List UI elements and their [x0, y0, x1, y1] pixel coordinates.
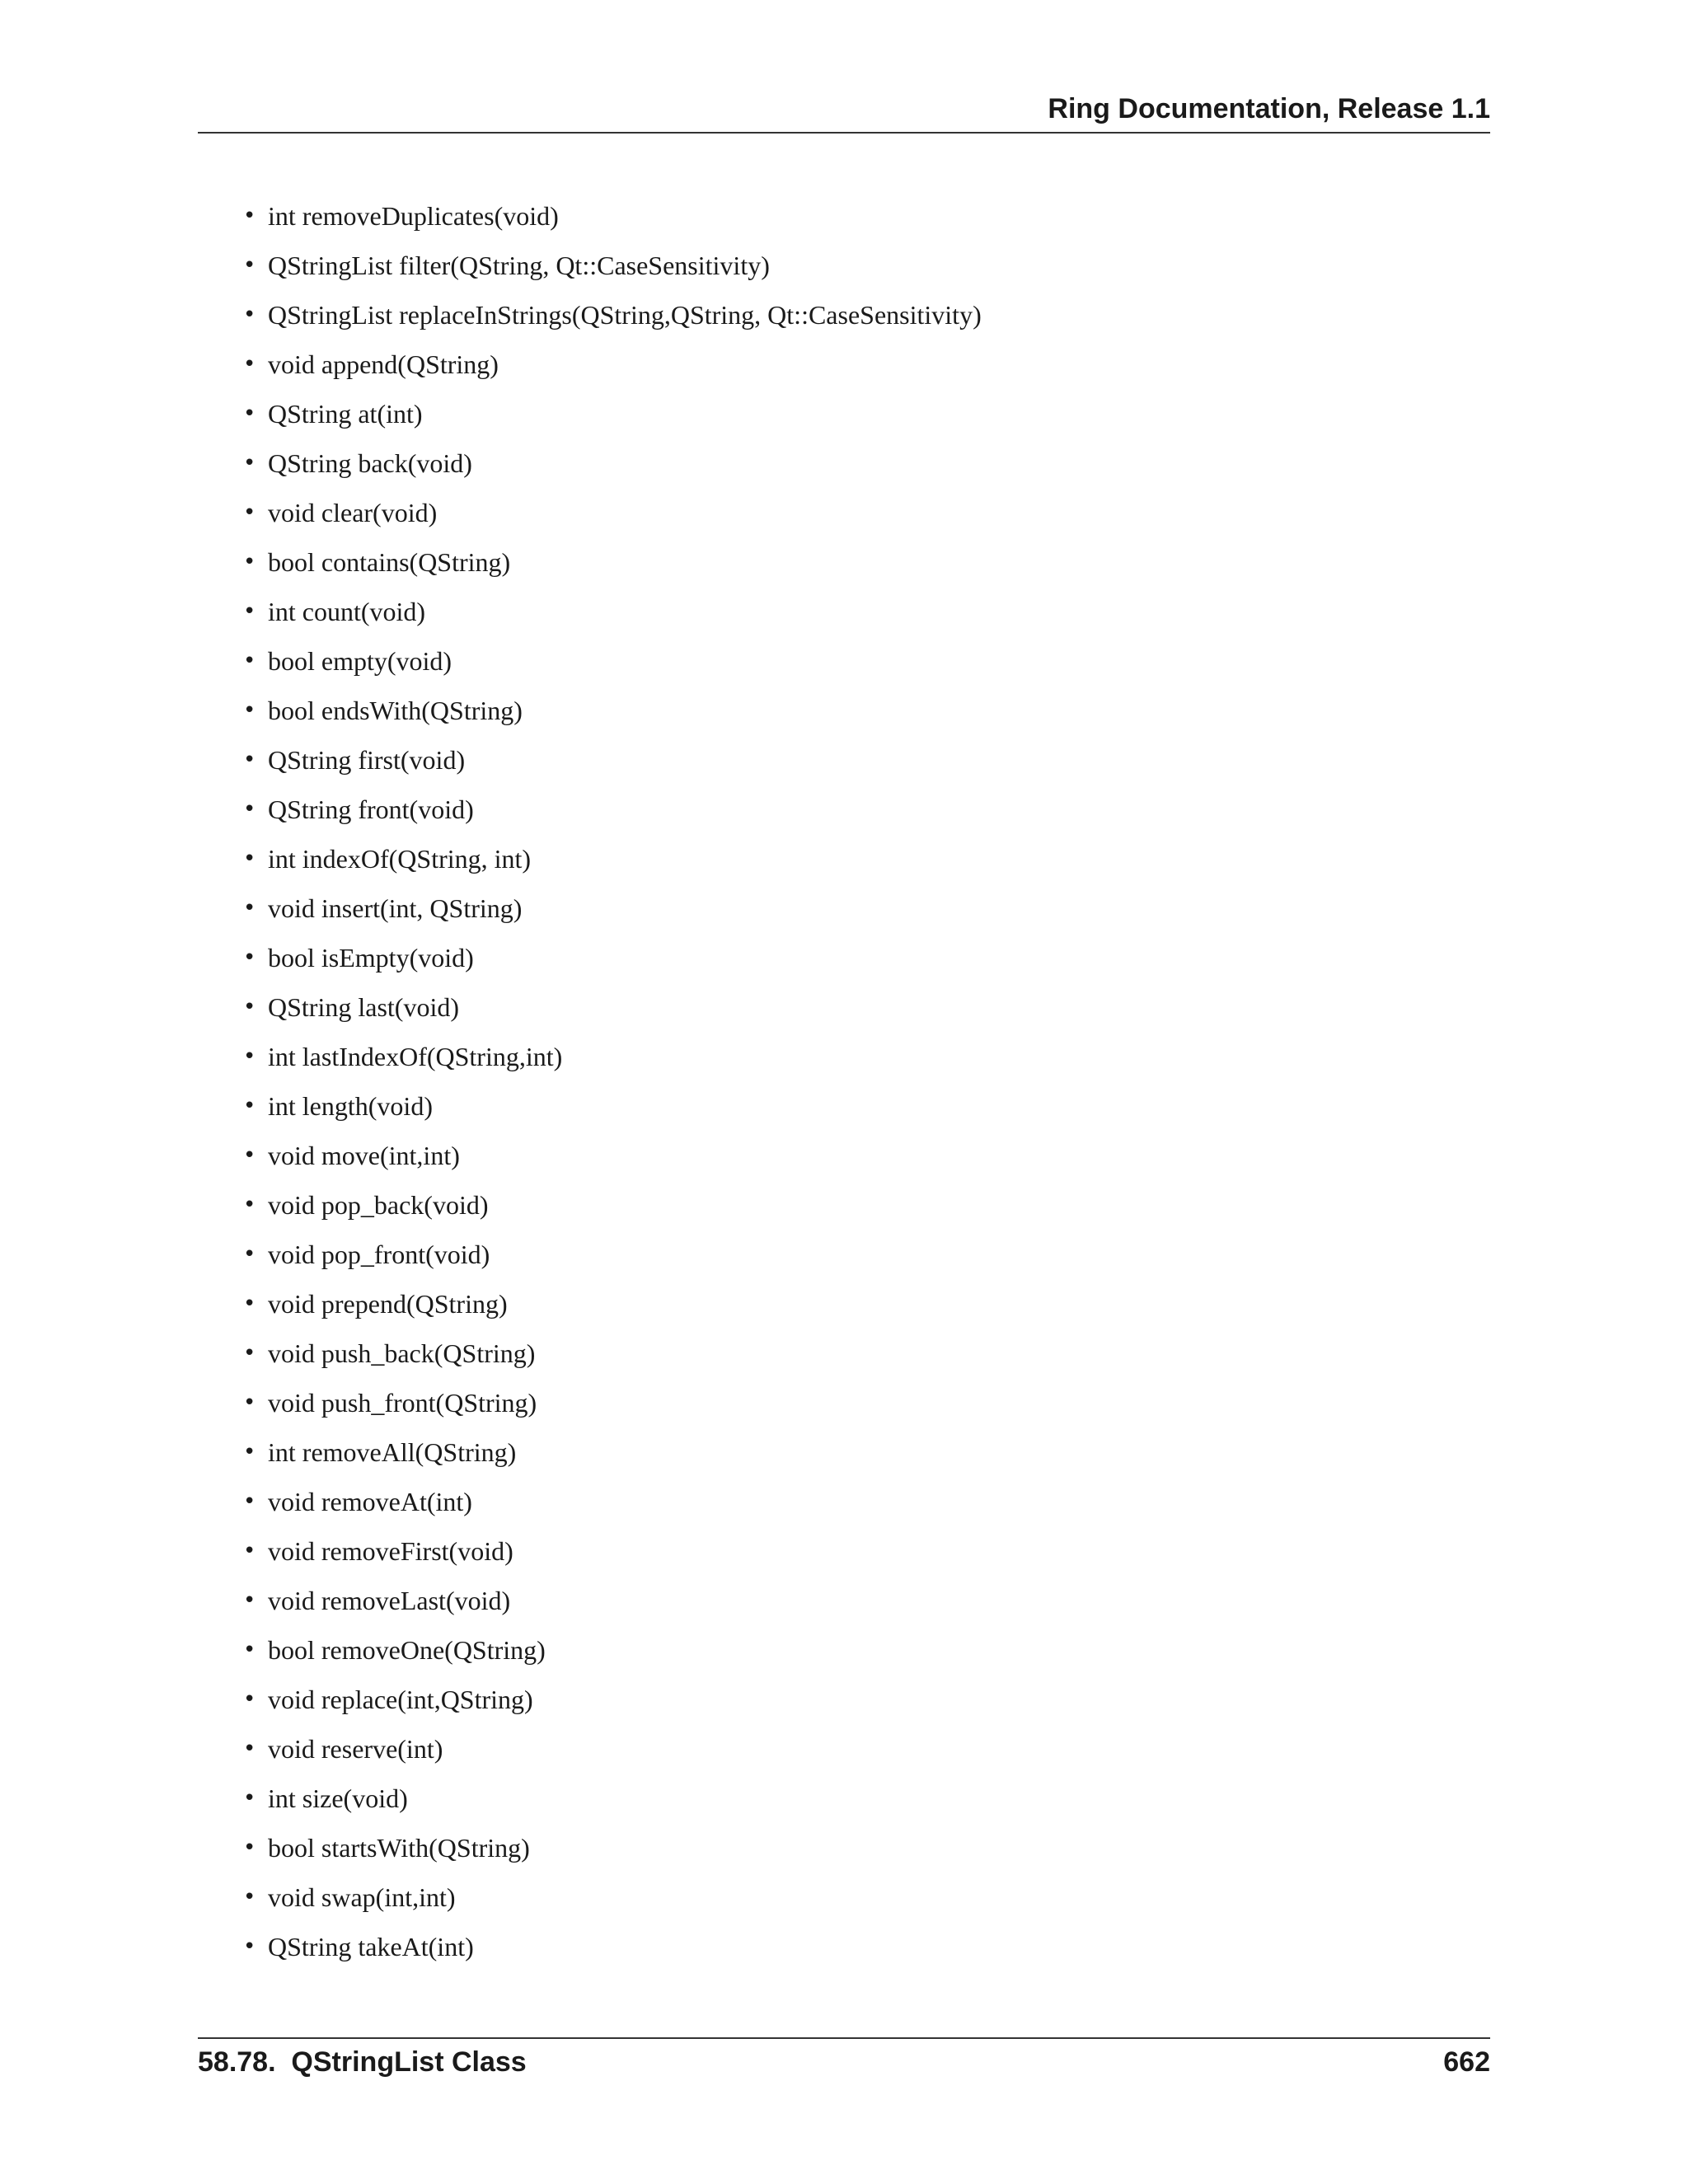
list-item: [243, 397, 982, 447]
method-signature: bool startsWith(QString): [268, 1833, 530, 1863]
bullet-icon: •: [243, 1094, 256, 1118]
list-item: [243, 249, 982, 298]
bullet-icon: •: [243, 1539, 256, 1563]
method-signature: void push_back(QString): [268, 1338, 536, 1368]
bullet-icon: •: [243, 1390, 256, 1415]
bullet-icon: •: [243, 1687, 256, 1712]
bullet-icon: •: [243, 401, 256, 426]
bullet-icon: •: [243, 1489, 256, 1514]
bullet-icon: •: [243, 995, 256, 1019]
document-title: Ring Documentation, Release 1.1: [1048, 93, 1490, 124]
page-footer: [198, 2037, 1490, 2079]
list-item: [243, 348, 982, 397]
list-item: [243, 1930, 982, 1980]
method-signature: void removeAt(int): [268, 1487, 472, 1516]
method-signature: QString back(void): [268, 448, 472, 478]
list-item: [243, 644, 982, 694]
method-signature: void removeFirst(void): [268, 1536, 513, 1566]
method-signature: bool isEmpty(void): [268, 943, 474, 972]
list-item: [243, 892, 982, 941]
bullet-icon: •: [243, 748, 256, 772]
list-item: [243, 447, 982, 496]
list-item: [243, 694, 982, 743]
bullet-icon: •: [243, 1143, 256, 1168]
bullet-icon: •: [243, 1885, 256, 1910]
bullet-icon: •: [243, 1291, 256, 1316]
list-item: [243, 1139, 982, 1188]
method-signature: bool contains(QString): [268, 547, 511, 577]
method-signature: void swap(int,int): [268, 1882, 456, 1912]
list-item: [243, 595, 982, 644]
list-item: [243, 793, 982, 842]
bullet-icon: •: [243, 797, 256, 822]
method-signature: void append(QString): [268, 349, 499, 379]
method-signature: int removeAll(QString): [268, 1437, 517, 1467]
list-item: [243, 991, 982, 1040]
bullet-icon: •: [243, 896, 256, 921]
method-signature: void clear(void): [268, 498, 438, 527]
method-signature: void move(int,int): [268, 1141, 460, 1170]
list-item: [243, 1090, 982, 1139]
method-signature: void push_front(QString): [268, 1388, 537, 1418]
method-signature: int count(void): [268, 597, 426, 626]
bullet-icon: •: [243, 500, 256, 525]
bullet-icon: •: [243, 599, 256, 624]
method-signature: void prepend(QString): [268, 1289, 508, 1319]
list-item: [243, 1732, 982, 1782]
list-item: [243, 199, 982, 249]
method-signature: bool endsWith(QString): [268, 696, 523, 725]
list-item: [243, 1040, 982, 1090]
list-item: [243, 1683, 982, 1732]
bullet-icon: •: [243, 1044, 256, 1069]
method-signature: void insert(int, QString): [268, 893, 523, 923]
method-signature: int size(void): [268, 1783, 408, 1813]
method-signature: bool empty(void): [268, 646, 452, 676]
method-signature: QString at(int): [268, 399, 423, 429]
method-signature: QStringList replaceInStrings(QString,QString, Qt::CaseSensitivity): [268, 300, 982, 330]
method-signature: QString takeAt(int): [268, 1932, 474, 1961]
method-signature: bool removeOne(QString): [268, 1635, 546, 1665]
method-signature: void removeLast(void): [268, 1586, 511, 1615]
method-signature: QString first(void): [268, 745, 466, 775]
method-signature: QString front(void): [268, 794, 474, 824]
list-item: [243, 743, 982, 793]
bullet-icon: •: [243, 1638, 256, 1662]
bullet-icon: •: [243, 451, 256, 476]
section-title: 58.78. QStringList Class: [198, 2046, 527, 2078]
bullet-icon: •: [243, 1193, 256, 1217]
list-item: [243, 496, 982, 546]
bullet-icon: •: [243, 649, 256, 673]
method-signature: QStringList filter(QString, Qt::CaseSensitivity): [268, 251, 770, 280]
method-signature: int indexOf(QString, int): [268, 844, 532, 874]
method-signature: void replace(int,QString): [268, 1685, 533, 1714]
list-item: [243, 1782, 982, 1831]
bullet-icon: •: [243, 1242, 256, 1267]
list-item: [243, 1188, 982, 1238]
method-signature: int removeDuplicates(void): [268, 201, 559, 231]
bullet-icon: •: [243, 945, 256, 970]
method-signature: int lastIndexOf(QString,int): [268, 1042, 563, 1071]
method-signature: void pop_front(void): [268, 1240, 490, 1269]
list-item: [243, 941, 982, 991]
method-signature: int length(void): [268, 1091, 433, 1121]
list-item: [243, 1337, 982, 1386]
bullet-icon: •: [243, 1588, 256, 1613]
list-item: [243, 842, 982, 892]
page-header: [198, 92, 1490, 134]
page-number: 662: [1443, 2046, 1490, 2078]
bullet-icon: •: [243, 253, 256, 278]
method-list: [243, 199, 982, 1980]
method-signature: void pop_back(void): [268, 1190, 489, 1220]
list-item: [243, 1386, 982, 1436]
bullet-icon: •: [243, 352, 256, 377]
list-item: [243, 1831, 982, 1881]
list-item: [243, 1584, 982, 1633]
bullet-icon: •: [243, 1835, 256, 1860]
list-item: [243, 1633, 982, 1683]
list-item: [243, 1485, 982, 1535]
bullet-icon: •: [243, 846, 256, 871]
bullet-icon: •: [243, 1736, 256, 1761]
bullet-icon: •: [243, 550, 256, 574]
list-item: [243, 1287, 982, 1337]
list-item: [243, 298, 982, 348]
bullet-icon: •: [243, 1341, 256, 1366]
list-item: [243, 1238, 982, 1287]
bullet-icon: •: [243, 1440, 256, 1465]
method-signature: void reserve(int): [268, 1734, 443, 1764]
list-item: [243, 546, 982, 595]
bullet-icon: •: [243, 698, 256, 723]
bullet-icon: •: [243, 204, 256, 228]
method-signature: QString last(void): [268, 992, 459, 1022]
bullet-icon: •: [243, 1786, 256, 1811]
bullet-icon: •: [243, 1934, 256, 1959]
bullet-icon: •: [243, 302, 256, 327]
list-item: [243, 1881, 982, 1930]
list-item: [243, 1436, 982, 1485]
list-item: [243, 1535, 982, 1584]
